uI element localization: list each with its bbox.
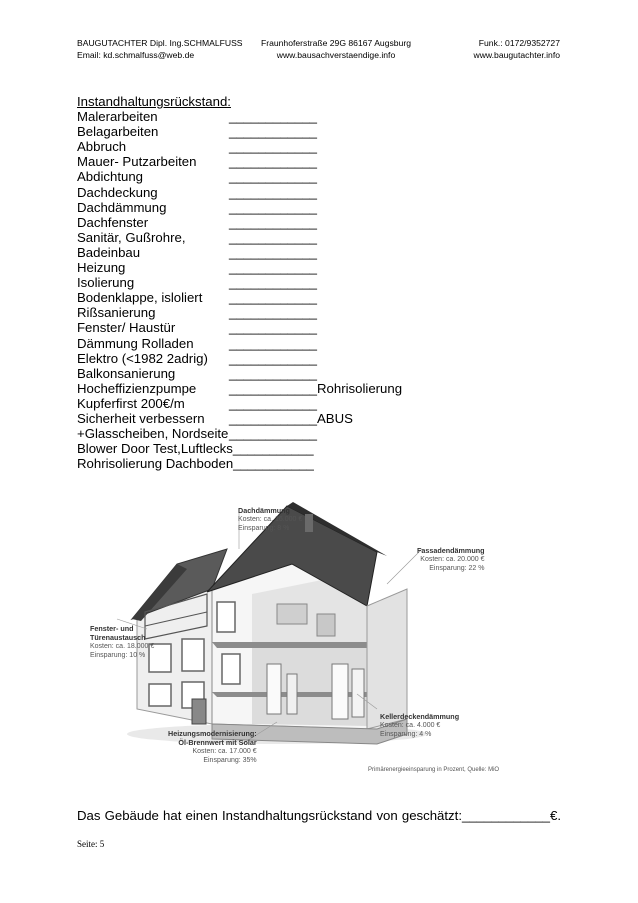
item-suffix: Rohrisolierung — [317, 380, 403, 396]
item-label: Isolierung — [77, 275, 135, 291]
item-blank — [229, 200, 317, 215]
list-item — [77, 124, 318, 140]
item-blank-line: ____________ — [229, 244, 318, 260]
header-middle — [246, 37, 426, 61]
item-blank — [229, 381, 402, 396]
item-blank-line: ____________ — [229, 124, 318, 140]
item-blank-line: ____________ — [229, 380, 318, 396]
item-label: +Glasscheiben, Nordseite — [77, 426, 229, 442]
item-blank — [229, 215, 317, 230]
list-item — [77, 214, 318, 230]
item-blank — [229, 290, 317, 305]
item-blank-line: ____________ — [229, 410, 318, 426]
list-item — [77, 320, 318, 336]
caption-basement-ceiling-insulation: Kellerdeckendämmung Kosten: ca. 4.000 € Einsparung: 4 % — [380, 712, 460, 738]
item-label: Mauer- Putzarbeiten — [77, 154, 197, 170]
header-right — [430, 37, 560, 61]
list-item — [77, 395, 318, 411]
item-label: Rohrisolierung Dachboden — [77, 456, 234, 472]
list-item — [77, 184, 318, 200]
item-label: Abdichtung — [77, 169, 143, 185]
list-item — [77, 199, 318, 215]
item-blank-line: ____________ — [229, 260, 318, 276]
item-blank-line: ____________ — [229, 169, 318, 185]
item-blank — [229, 230, 317, 245]
item-label: Hocheffizienzpumpe — [77, 380, 197, 396]
header-email: Email: kd.schmalfuss@web.de — [77, 50, 195, 60]
item-blank — [229, 169, 317, 184]
item-blank-line: ____________ — [229, 335, 318, 351]
item-blank — [229, 426, 317, 441]
item-label: Kupferfirst 200€/m — [77, 395, 185, 411]
item-blank — [229, 154, 317, 169]
item-label: Blower Door Test,Luftlecks — [77, 441, 233, 457]
item-blank-line: ____________ — [229, 305, 318, 321]
figure-source: Primärenergieeinsparung in Prozent, Quelle: MiO — [368, 767, 500, 773]
item-blank-line: ____________ — [229, 350, 318, 366]
list-item — [77, 305, 318, 321]
list-item — [77, 426, 318, 442]
item-label: Dachdeckung — [77, 184, 158, 200]
item-blank-line: ____________ — [229, 395, 318, 411]
item-blank-line: ___________ — [233, 456, 314, 472]
header-phone: Funk.: 0172/9352727 — [478, 38, 560, 48]
item-blank — [229, 260, 317, 275]
item-blank — [229, 139, 317, 154]
list-item — [77, 139, 318, 155]
list-item — [77, 350, 318, 366]
caption-facade-insulation: Fassadendämmung Kosten: ca. 20.000 € Einsparung: 22 % — [417, 546, 485, 572]
list-item — [77, 154, 318, 170]
list-item — [77, 229, 318, 245]
list-item — [77, 109, 318, 125]
list-item — [77, 380, 403, 396]
item-blank — [229, 396, 317, 411]
item-blank — [229, 336, 317, 351]
list-item — [77, 456, 314, 471]
item-label: Dachdämmung — [77, 199, 167, 215]
item-label: Bodenklappe, isloliert — [77, 290, 203, 306]
list-item — [77, 441, 314, 456]
item-blank — [229, 109, 317, 124]
item-blank — [229, 275, 317, 290]
list-item — [77, 244, 318, 260]
header-address: Fraunhoferstraße 29G 86167 Augsburg — [260, 38, 411, 48]
item-suffix: ABUS — [317, 410, 353, 426]
section-heading: Instandhaltungsrückstand: — [77, 94, 231, 109]
page-number: Seite: 5 — [77, 839, 105, 849]
item-label: Badeinbau — [77, 244, 141, 260]
item-label: Dachfenster — [77, 214, 149, 230]
item-blank-line: ____________ — [229, 229, 318, 245]
item-blank-line: ____________ — [229, 290, 318, 306]
list-item — [77, 365, 318, 381]
maintenance-list — [77, 94, 403, 472]
item-label: Heizung — [77, 260, 126, 276]
caption-roof-insulation: Dachdämmung Kosten: ca. 16.000 € Einsparung: 8 % — [238, 506, 303, 532]
item-blank-line: ____________ — [229, 199, 318, 215]
item-label: Elektro (<1982 2adrig) — [77, 350, 208, 366]
item-label: Malerarbeiten — [77, 109, 158, 125]
list-item — [77, 169, 318, 185]
list-item — [77, 275, 318, 291]
header-website-1: www.bausachverstaendige.info — [276, 50, 396, 60]
item-blank-line: ____________ — [229, 154, 318, 170]
item-blank — [229, 320, 317, 335]
header-website-2: www.baugutachter.info — [473, 50, 560, 60]
item-blank — [229, 351, 317, 366]
item-blank-line: ____________ — [229, 365, 318, 381]
header-left — [77, 37, 243, 61]
item-blank-line: ____________ — [229, 184, 318, 200]
item-blank — [229, 305, 317, 320]
item-label: Belagarbeiten — [77, 124, 159, 140]
item-label: Fenster/ Haustür — [77, 320, 176, 336]
item-label: Dämmung Rolladen — [77, 335, 194, 351]
item-blank — [229, 411, 353, 426]
caption-heating-modernization: Heizungsmodernisierung: Öl-Brennwert mit Solar Kosten: ca. 17.000 € Einsparung: 35% — [168, 729, 257, 764]
item-blank — [229, 185, 317, 200]
item-blank-line: ____________ — [229, 275, 318, 291]
item-blank-line: ____________ — [229, 109, 318, 125]
list-item — [77, 260, 318, 276]
list-item — [77, 410, 353, 426]
item-blank — [229, 124, 317, 139]
caption-window-door-replacement: Fenster- und Türenaustausch Kosten: ca. 18.000 € Einsparung: 10 % — [90, 624, 155, 659]
list-item — [77, 290, 318, 306]
list-item — [77, 335, 318, 351]
item-label: Balkonsanierung — [77, 365, 176, 381]
item-label: Rißsanierung — [77, 305, 156, 321]
item-label: Sanitär, Gußrohre, — [77, 229, 186, 245]
item-label: Abbruch — [77, 139, 127, 155]
item-blank-line: ____________ — [229, 426, 318, 442]
item-blank-line: ____________ — [229, 139, 318, 155]
header-company: BAUGUTACHTER Dipl. Ing.SCHMALFUSS — [77, 38, 243, 48]
estimate-sentence: Das Gebäude hat einen Instandhaltungsrückstand von geschätzt:____________€. — [77, 808, 561, 823]
item-blank-line: ____________ — [229, 320, 318, 336]
item-blank — [229, 366, 317, 381]
item-blank-line: ____________ — [229, 214, 318, 230]
item-label: Sicherheit verbessern — [77, 410, 205, 426]
item-blank-line: ___________ — [232, 441, 314, 457]
item-blank — [229, 245, 317, 260]
